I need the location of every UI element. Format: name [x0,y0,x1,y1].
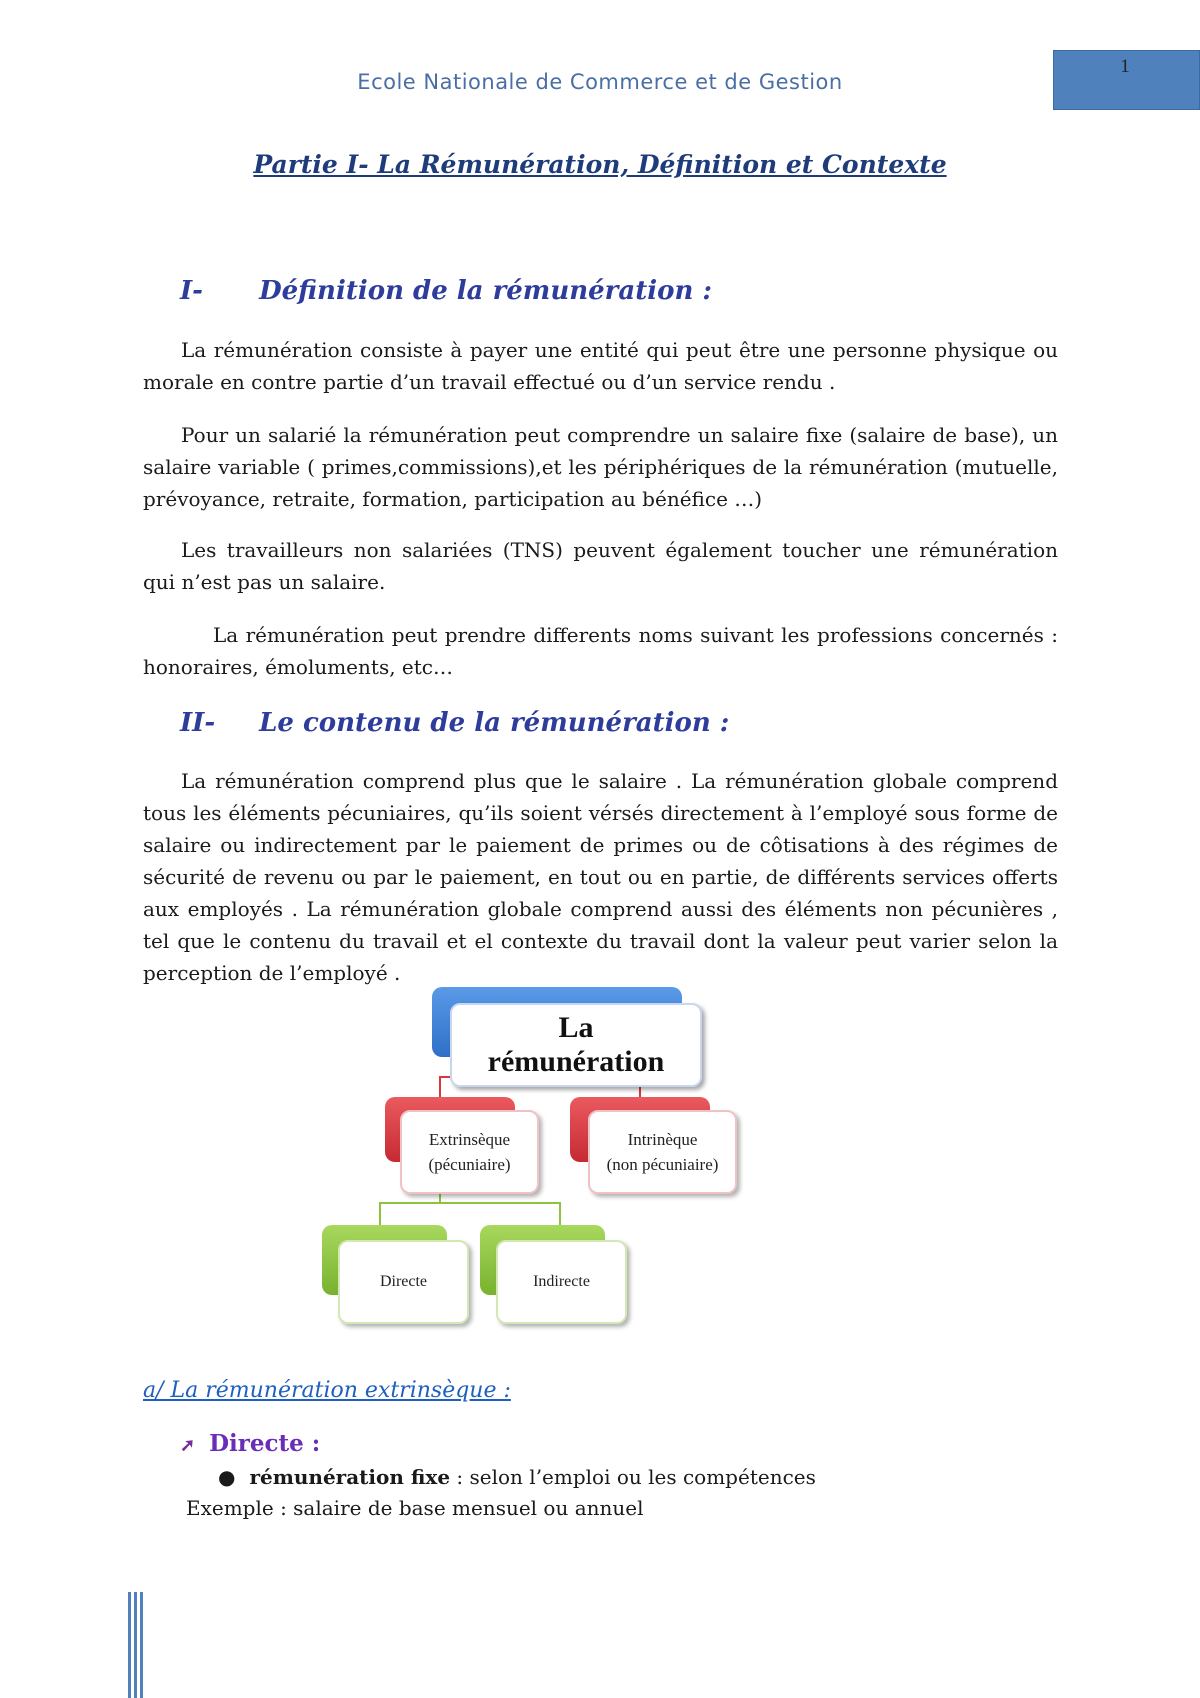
extrinsic-line-2: (pécuniaire) [428,1155,511,1174]
paragraph-3: Les travailleurs non salariées (TNS) peuvent également toucher une rémunération qui n’est pas un salaire. [143,538,1058,594]
section-number-2: II- [180,708,216,738]
section-title-2: Le contenu de la rémunération : [259,708,730,738]
bullet-heading-directe [180,1430,320,1457]
paragraph-5: La rémunération comprend plus que le salaire . La rémunération globale comprend tous les éléments pécuniaires, qu’ils soient vérsés directement à l’employé sous forme de salaire ou indirectement par le paiement de primes ou de côtisations à des régimes de sécurité de revenu ou par le paiement, en tout ou en partie, de différents services offerts aux employés . La rémunération globale comprend aussi des éléments non pécunières , tel que le contenu du travail et el contexte du travail dont la valeur peut varier selon la perception de l’employé . [143,769,1058,985]
subsection-heading-a: a/ La rémunération extrinsèque : [143,1378,511,1403]
document-title: Partie I- La Rémunération, Définition et Contexte [253,150,947,179]
bullet-item-fixed-pay [218,1465,816,1489]
root-node [450,1003,702,1087]
section-heading-2 [180,708,729,738]
example-line: Exemple : salaire de base mensuel ou annuel [186,1496,644,1520]
page-margin-bar [128,1592,144,1698]
section-number-1: I- [180,276,203,306]
paragraph-1: La rémunération consiste à payer une entité qui peut être une personne physique ou morale en contre partie d’un travail effectué ou d’un service rendu . [143,338,1058,394]
direct-node [338,1240,469,1324]
intrinsic-line-1: Intrinèque [627,1130,698,1149]
dot-bullet-icon: ● [218,1465,236,1489]
intrinsic-node [588,1110,737,1194]
extrinsic-line-1: Extrinsèque [428,1130,511,1149]
indirect-node [496,1240,627,1324]
bullet-heading-label: Directe : [209,1430,321,1457]
page-number: 1 [1120,56,1130,77]
direct-label: Directe [379,1273,428,1290]
section-title-1: Définition de la rémunération : [259,276,712,306]
extrinsic-node [400,1110,539,1194]
paragraph-4: La rémunération peut prendre differents noms suivant les professions concernés : honoraires, émoluments, etc… [143,623,1058,679]
paragraph-2: Pour un salarié la rémunération peut comprendre un salaire fixe (salaire de base), un salaire variable ( primes,commissions),et les périphériques de la rémunération (mutuelle, prévoyance, retraite, formation, participation au bénéfice …) [143,423,1058,511]
arrow-bullet-icon: ➚ [180,1434,196,1456]
header-school: Ecole Nationale de Commerce et de Gestion [357,70,843,94]
bullet-item-bold: rémunération fixe [249,1465,451,1489]
intrinsic-line-2: (non pécuniaire) [606,1155,719,1174]
remuneration-diagram [310,985,770,1340]
root-line-2: rémunération [487,1045,665,1078]
root-line-1: La [558,1011,594,1044]
bullet-item-rest: : selon l’emploi ou les compétences [450,1465,816,1489]
section-heading-1 [180,276,712,306]
indirect-label: Indirecte [533,1273,590,1290]
